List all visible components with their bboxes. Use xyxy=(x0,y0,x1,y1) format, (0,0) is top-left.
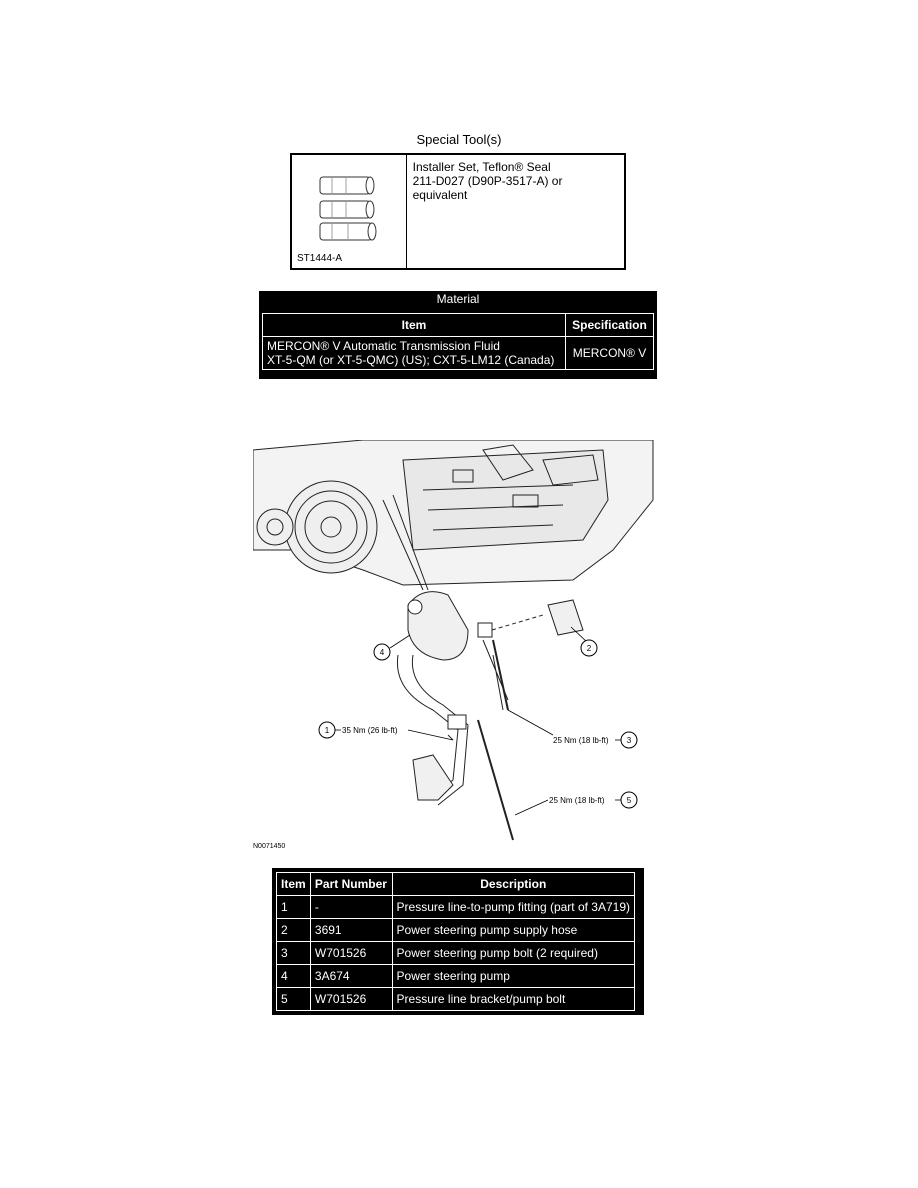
special-tools-title: Special Tool(s) xyxy=(416,132,502,147)
tool-part-number: 211-D027 (D90P-3517-A) or equivalent xyxy=(412,174,563,202)
material-header-spec: Specification xyxy=(566,314,654,337)
row-item: 2 xyxy=(277,919,311,942)
row-part-number: 3A674 xyxy=(310,965,392,988)
material-header-item: Item xyxy=(263,314,566,337)
row-description: Power steering pump bolt (2 required) xyxy=(392,942,634,965)
callout-3-label: 3 xyxy=(626,736,632,745)
tool-name: Installer Set, Teflon® Seal xyxy=(412,160,551,174)
row-part-number: W701526 xyxy=(310,942,392,965)
row-item: 4 xyxy=(277,965,311,988)
row-description: Power steering pump supply hose xyxy=(392,919,634,942)
table-row xyxy=(277,896,635,919)
seal-installer-illustration xyxy=(310,167,390,247)
row-item: 1 xyxy=(277,896,311,919)
callout-4-label: 4 xyxy=(379,648,385,657)
special-tools-table xyxy=(290,153,626,270)
tool-image-cell xyxy=(292,155,407,268)
callout-1-label: 1 xyxy=(324,726,330,735)
torque-label-1: 35 Nm (26 lb-ft) xyxy=(342,726,398,735)
parts-header-part: Part Number xyxy=(310,873,392,896)
tool-image-code: ST1444-A xyxy=(297,253,343,264)
row-description: Pressure line bracket/pump bolt xyxy=(392,988,634,1011)
material-item-line2: XT-5-QM (or XT-5-QMC) (US); CXT-5-LM12 (Canada) xyxy=(267,353,555,367)
torque-label-5: 25 Nm (18 lb-ft) xyxy=(549,796,605,805)
callout-2-label: 2 xyxy=(586,644,592,653)
row-item: 5 xyxy=(277,988,311,1011)
parts-table xyxy=(272,868,644,1015)
power-steering-pump-illustration xyxy=(253,440,657,844)
tool-description xyxy=(407,155,624,268)
row-part-number: W701526 xyxy=(310,988,392,1011)
material-item-line1: MERCON® V Automatic Transmission Fluid xyxy=(267,339,500,353)
material-spec-cell: MERCON® V xyxy=(566,337,654,370)
table-row xyxy=(277,919,635,942)
material-table xyxy=(259,291,657,379)
torque-label-3: 25 Nm (18 lb-ft) xyxy=(553,736,609,745)
table-row xyxy=(277,988,635,1011)
parts-header-description: Description xyxy=(392,873,634,896)
row-description: Pressure line-to-pump fitting (part of 3A719) xyxy=(392,896,634,919)
callout-5-label: 5 xyxy=(626,796,632,805)
row-item: 3 xyxy=(277,942,311,965)
illustration-code: N0071450 xyxy=(253,843,286,850)
row-part-number: 3691 xyxy=(310,919,392,942)
material-title: Material xyxy=(436,292,480,306)
table-row xyxy=(277,942,635,965)
table-row xyxy=(277,965,635,988)
row-description: Power steering pump xyxy=(392,965,634,988)
row-part-number: - xyxy=(310,896,392,919)
parts-header-item: Item xyxy=(277,873,311,896)
material-item-cell xyxy=(263,337,566,370)
